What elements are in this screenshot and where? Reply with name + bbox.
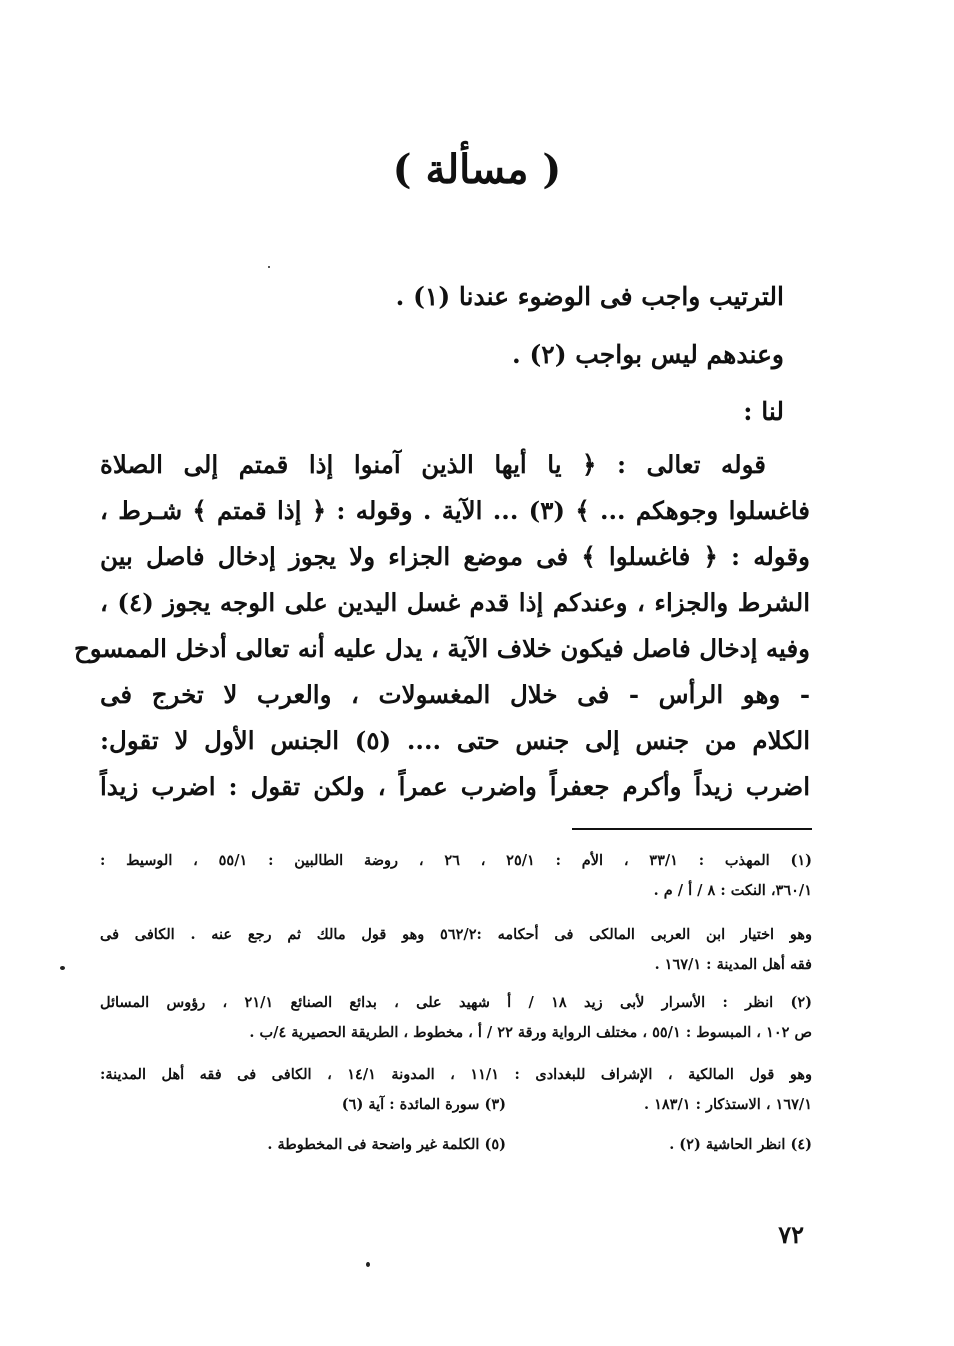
body-line: اضرب زيداً وأكرم جعفراً واضرب عمراً ، ولكن تقول : اضرب زيداً [100,772,810,801]
page-number: ٧٢ [778,1220,804,1249]
footnote-1-line-2: ٣٦٠/١، النكت : ٨ / أ / م . [653,882,812,899]
footnote-separator [572,828,812,830]
body-line: قوله تعالى : ﴿ يا أيها الذين آمنوا إذا قمتم إلى الصلاة [100,450,766,479]
footnote-4: (٤) انظر الحاشية (٢) . [669,1136,812,1153]
scan-speck [366,1262,370,1267]
body-line: وقوله : ﴿ فاغسلوا ﴾ فى موضع الجزاء ولا يجوز إدخال فاصل بين [100,542,810,571]
body-line: فاغسلوا وجوهكم ... ﴾ (٣) ... الآية . وقوله : ﴿ إذا قمتم ﴾ شـرط ، [100,496,810,525]
footnote-2b-line-2: ١٦٧/١ ، الاستذكار : ١٨٣/١ . [644,1096,812,1113]
footnote-1-line-1: (١) المهذب : ٣٣/١ ، الأم : ٢٥/١ ، ٢٦ ، روضة الطالبين : ٥٥/١ ، الوسيط : [100,852,812,869]
scan-speck [268,266,270,268]
footnote-3: (٣) سورة المائدة : آية (٦) [341,1096,506,1113]
body-line: الشرط والجزاء ، وعندكم إذا قدم غسل اليدين على الوجه يجوز (٤) ، [100,588,810,617]
footnote-1b-line-1: وهو اختيار ابن العربى المالكى فى أحكامه :٥٦٢/٢ وهو قول مالك ثم رجع عنه . الكافى فى [100,926,812,943]
intro-line-1: الترتيب واجب فى الوضوء عندنا (١) . [395,282,784,311]
footnote-2-line-1: (٢) انظر : الأسرار لأبى زيد ١٨ / أ شهيد على ، بدائع الصنائع ٢١/١ ، رؤوس المسائل [100,994,812,1011]
body-line: - وهو الرأس - فى خلال المغسولات ، والعرب لا تخرج فى [100,680,810,709]
footnote-2b-line-1: وهو قول المالكية ، الإشراف للبغدادى : ١١/١ ، المدونة ١٤/١ ، الكافى فى فقه أهل المدينة: [100,1066,812,1083]
intro-line-3: لنا : [743,397,784,426]
section-title: ( مسألة ) [392,146,562,193]
footnote-2-line-2: ص ١٠٢ ، المبسوط : ٥٥/١ ، مختلف الرواية ورقة ٢٢ / أ ، مخطوط ، الطريقة الحصيرية ٤/ب . [249,1024,812,1041]
footnote-5: (٥) الكلمة غير واضحة فى المخطوطة . [267,1136,506,1153]
intro-line-2: وعندهم ليس بواجب (٢) . [512,340,784,369]
body-line: الكلام من جنس إلى جنس حتى .... (٥) الجنس الأول لا تقول: [100,726,810,755]
footnote-1b-line-2: فقه أهل المدينة : ١٦٧/١ . [654,956,812,973]
scan-speck [60,966,65,970]
body-line: وفيه إدخال فاصل فيكون خلاف الآية ، يدل عليه أنه تعالى أدخل الممسوح [73,634,810,663]
